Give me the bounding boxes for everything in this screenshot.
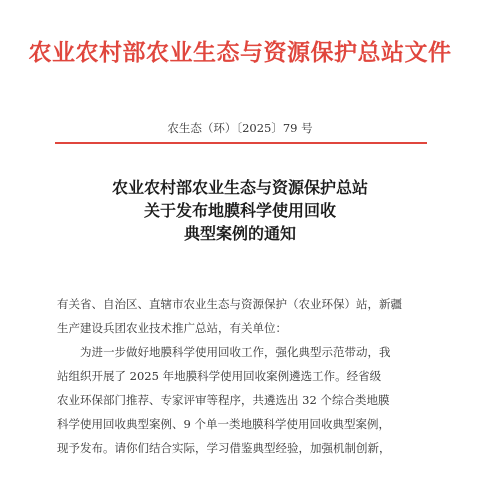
red-divider-line [55,142,427,144]
notice-title-line-3: 典型案例的通知 [183,224,296,243]
addressee [57,292,439,340]
paragraph-line-3: 农业环保部门推荐、专家评审等程序，共遴选出 32 个综合类地膜 [57,393,390,407]
addressee-line-1: 有关省、自治区、直辖市农业生态与资源保护（农业环保）站，新疆 [57,297,402,311]
paragraph-line-4: 科学使用回收典型案例、9 个单一类地膜科学使用回收典型案例， [57,417,390,431]
document-body [57,292,439,460]
paragraph-line-2: 站组织开展了 2025 年地膜科学使用回收案例遴选工作。经省级 [57,369,382,383]
document-number: 农生态（环）〔2025〕79 号 [167,121,313,135]
paragraph-line-5: 现予发布。请你们结合实际，学习借鉴典型经验，加强机制创新， [57,441,391,455]
document-header-title: 农业农村部农业生态与资源保护总站文件 [28,39,452,66]
paragraph-line-1: 为进一步做好地膜科学使用回收工作，强化典型示范带动，我 [80,345,391,359]
notice-title-line-2: 关于发布地膜科学使用回收 [143,201,336,220]
body-paragraph [57,340,439,460]
notice-title-line-1: 农业农村部农业生态与资源保护总站 [111,178,368,197]
addressee-line-2: 生产建设兵团农业技术推广总站，有关单位： [57,321,287,335]
notice-title [0,176,480,245]
